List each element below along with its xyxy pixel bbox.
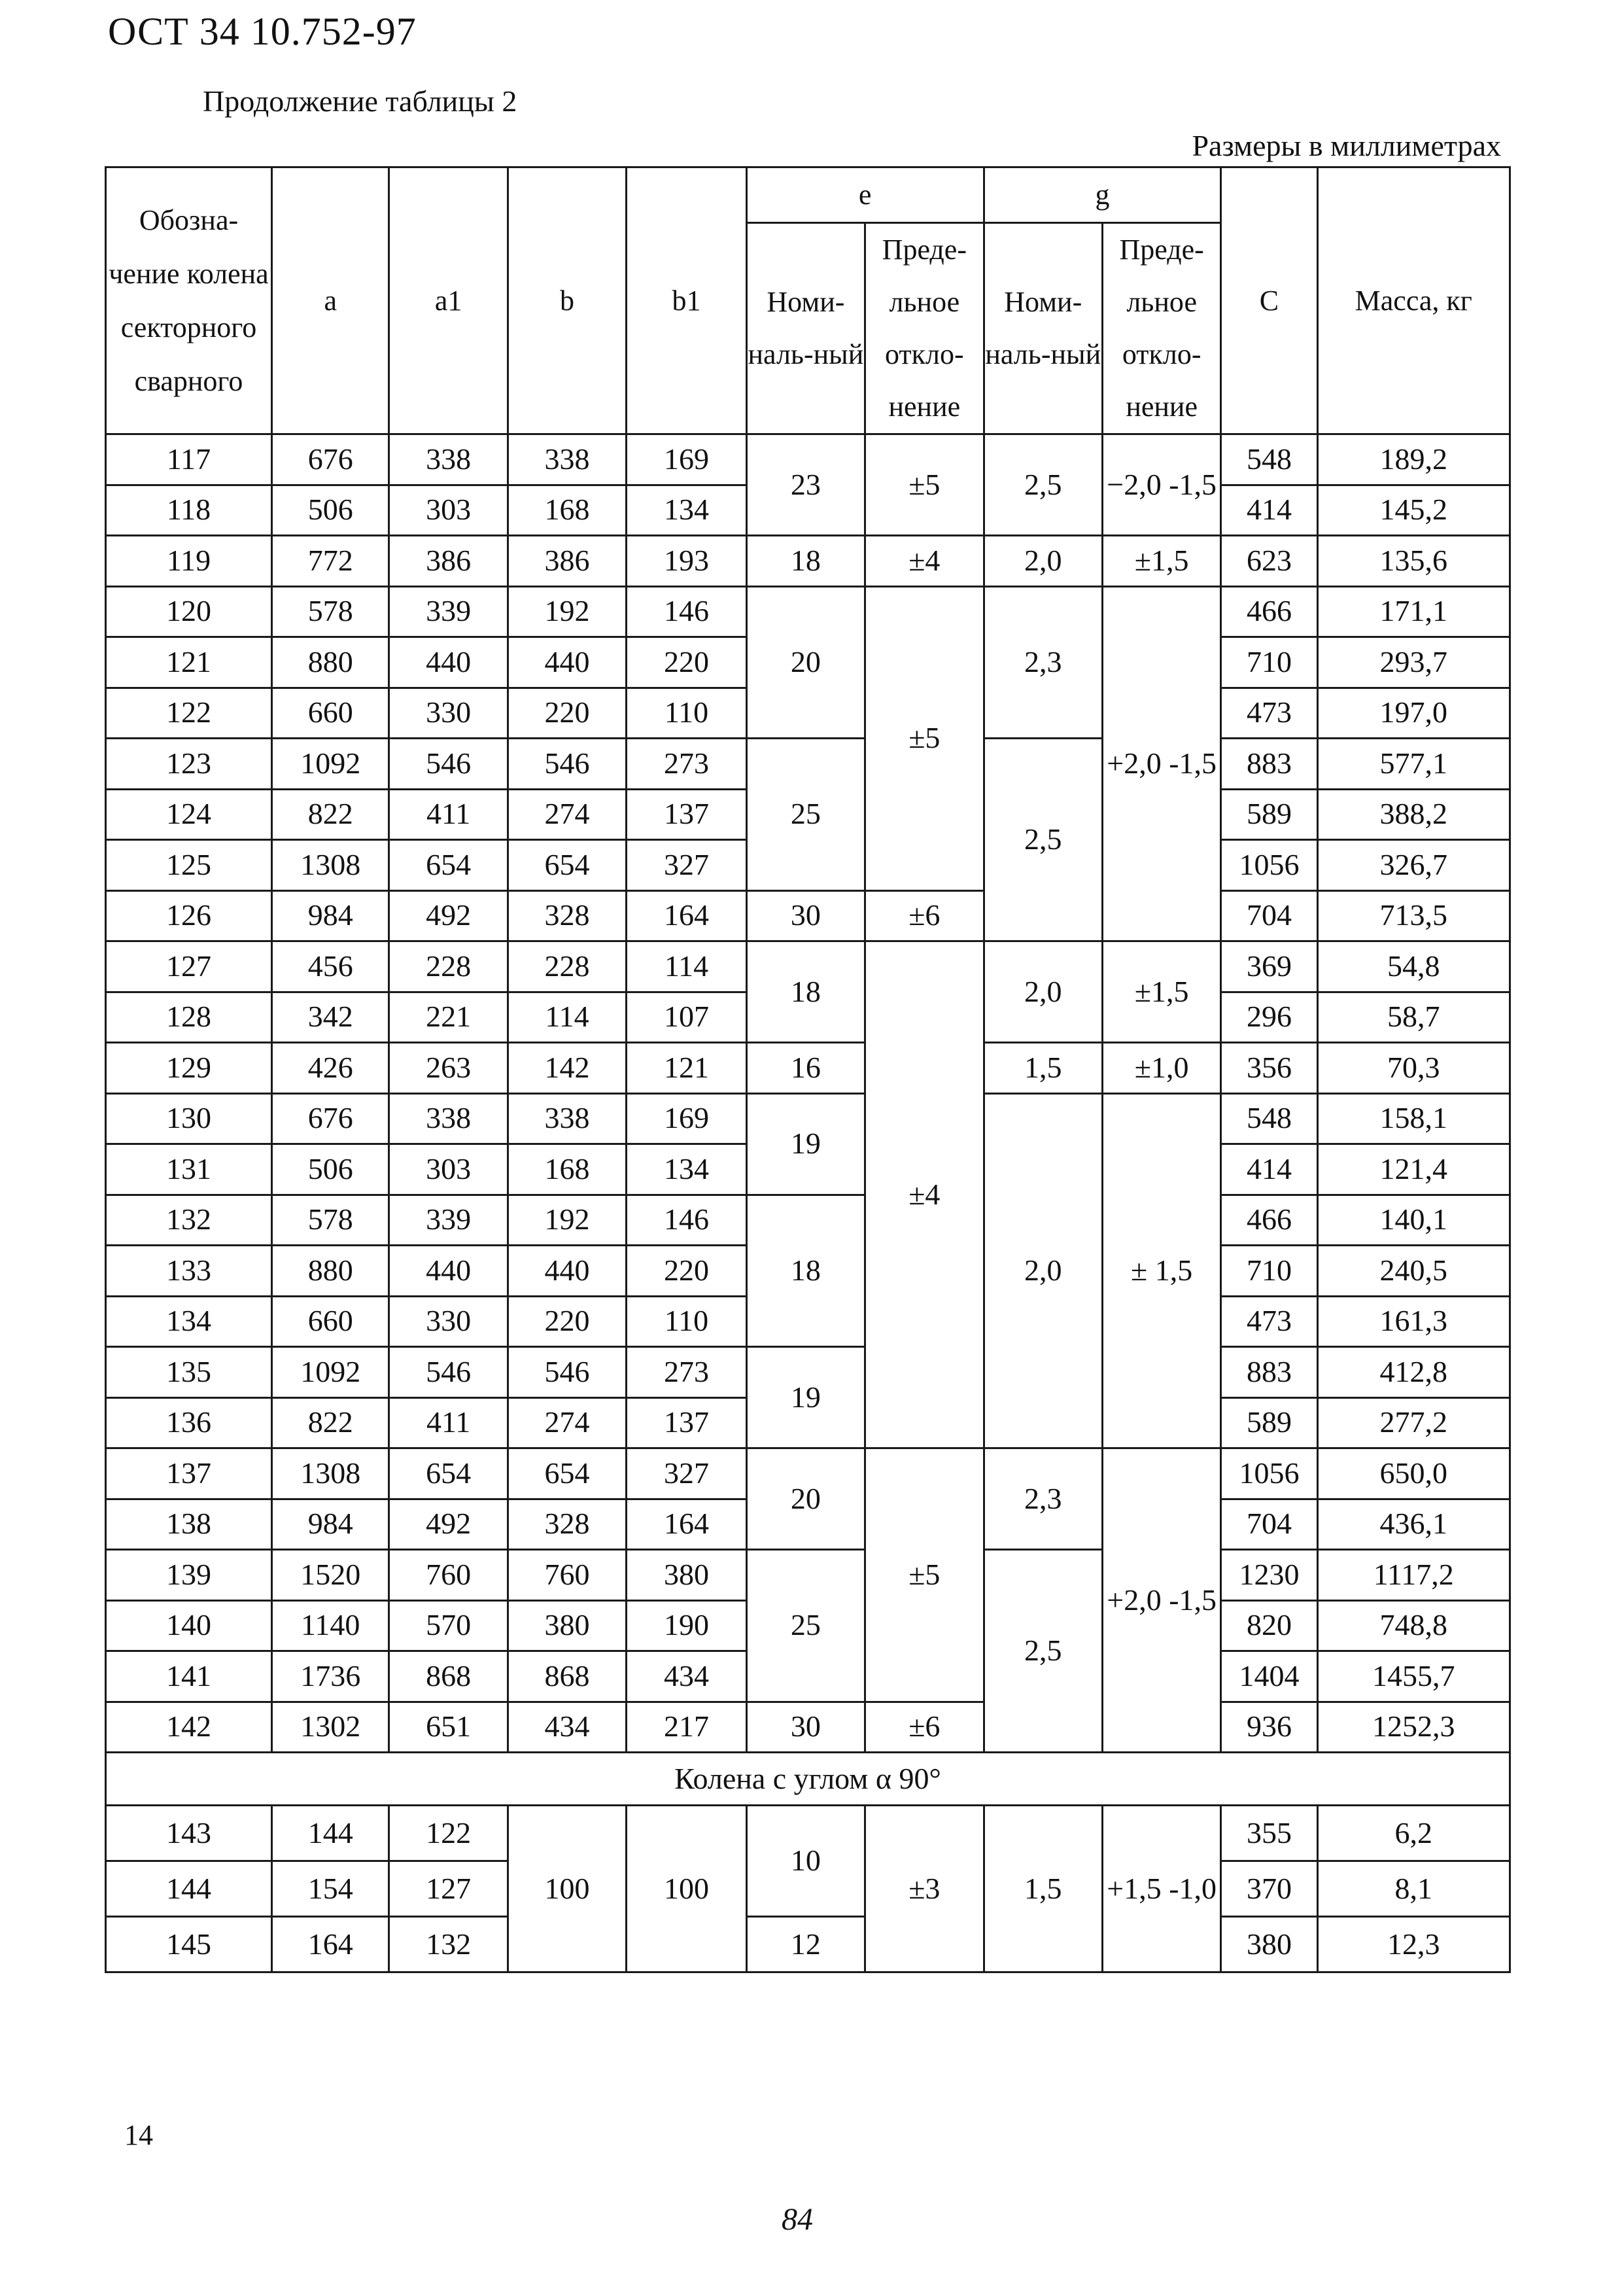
cell-id: 130: [106, 1093, 272, 1144]
cell-b1: 434: [627, 1651, 746, 1702]
cell-b1: 169: [627, 434, 746, 485]
cell-id: 131: [106, 1144, 272, 1195]
cell-g-deviation: +2,0 -1,5: [1102, 1448, 1220, 1753]
cell-b: 386: [508, 536, 626, 587]
table-row: [106, 434, 1510, 485]
cell-e-nominal: 20: [746, 586, 865, 739]
cell-g-nominal: 2,0: [984, 536, 1102, 587]
cell-b: 142: [508, 1043, 626, 1094]
cell-a1: 760: [389, 1550, 508, 1601]
cell-e-deviation: ±5: [865, 434, 984, 536]
cell-mass: 197,0: [1317, 688, 1510, 739]
cell-b1: 134: [627, 1144, 746, 1195]
cell-c: 466: [1221, 586, 1317, 637]
cell-g-deviation: ±1,0: [1102, 1043, 1220, 1094]
cell-a1: 338: [389, 434, 508, 485]
cell-b: 546: [508, 1347, 626, 1398]
cell-mass: 161,3: [1317, 1296, 1510, 1347]
cell-c: 710: [1221, 1246, 1317, 1297]
cell-e-deviation: ±5: [865, 1448, 984, 1702]
cell-mass: 412,8: [1317, 1347, 1510, 1398]
cell-id: 129: [106, 1043, 272, 1094]
cell-b: 274: [508, 1397, 626, 1448]
header-mass: Масса, кг: [1317, 167, 1510, 434]
cell-g-nominal: 2,0: [984, 941, 1102, 1043]
units-label: Размеры в миллиметрах: [1192, 129, 1501, 162]
cell-mass: 388,2: [1317, 789, 1510, 840]
cell-a1: 440: [389, 1246, 508, 1297]
cell-b: 220: [508, 688, 626, 739]
header-e: e: [746, 167, 984, 223]
cell-id: 141: [106, 1651, 272, 1702]
cell-b1: 169: [627, 1093, 746, 1144]
cell-g-nominal: 1,5: [984, 1806, 1102, 1972]
elbow-dimensions-table: [105, 166, 1511, 1973]
cell-a1: 546: [389, 739, 508, 790]
cell-a: 1092: [272, 1347, 389, 1398]
table-row: [106, 536, 1510, 587]
cell-id: 144: [106, 1861, 272, 1917]
cell-a1: 868: [389, 1651, 508, 1702]
cell-mass: 189,2: [1317, 434, 1510, 485]
cell-a1: 546: [389, 1347, 508, 1398]
cell-id: 139: [106, 1550, 272, 1601]
cell-id: 124: [106, 789, 272, 840]
header-a: a: [272, 167, 389, 434]
cell-g-deviation: ±1,5: [1102, 941, 1220, 1043]
cell-b1: 273: [627, 1347, 746, 1398]
cell-b: 100: [508, 1806, 626, 1972]
cell-a: 154: [272, 1861, 389, 1917]
cell-mass: 1117,2: [1317, 1550, 1510, 1601]
cell-b: 228: [508, 941, 626, 992]
cell-b: 440: [508, 637, 626, 688]
cell-e-nominal: 16: [746, 1043, 865, 1094]
cell-a: 342: [272, 992, 389, 1043]
cell-mass: 1252,3: [1317, 1702, 1510, 1753]
cell-b1: 193: [627, 536, 746, 587]
cell-a1: 492: [389, 1499, 508, 1550]
cell-g-nominal: 2,0: [984, 1093, 1102, 1448]
cell-e-deviation: ±6: [865, 1702, 984, 1753]
table-row: [106, 941, 1510, 992]
cell-c: 883: [1221, 739, 1317, 790]
cell-a: 660: [272, 1296, 389, 1347]
cell-mass: 58,7: [1317, 992, 1510, 1043]
cell-e-nominal: 20: [746, 1448, 865, 1550]
cell-a1: 386: [389, 536, 508, 587]
header-g: g: [984, 167, 1221, 223]
cell-c: 589: [1221, 1397, 1317, 1448]
cell-b1: 146: [627, 1195, 746, 1246]
cell-g-deviation: +1,5 -1,0: [1102, 1806, 1220, 1972]
cell-c: 414: [1221, 485, 1317, 536]
cell-a: 164: [272, 1917, 389, 1972]
cell-e-deviation: ±4: [865, 536, 984, 587]
header-b: b: [508, 167, 626, 434]
cell-e-nominal: 30: [746, 890, 865, 941]
table-row: [106, 586, 1510, 637]
header-b1: b1: [627, 167, 746, 434]
cell-b1: 220: [627, 1246, 746, 1297]
header-e-deviation: Преде-льное откло-нение: [865, 223, 984, 434]
cell-b1: 121: [627, 1043, 746, 1094]
cell-a: 1140: [272, 1600, 389, 1651]
cell-a1: 570: [389, 1600, 508, 1651]
cell-a: 984: [272, 1499, 389, 1550]
cell-id: 121: [106, 637, 272, 688]
cell-a1: 221: [389, 992, 508, 1043]
cell-mass: 158,1: [1317, 1093, 1510, 1144]
cell-id: 132: [106, 1195, 272, 1246]
cell-a1: 440: [389, 637, 508, 688]
cell-a1: 263: [389, 1043, 508, 1094]
document-code: ОСТ 34 10.752-97: [108, 10, 417, 53]
cell-id: 136: [106, 1397, 272, 1448]
cell-c: 883: [1221, 1347, 1317, 1398]
cell-b1: 137: [627, 1397, 746, 1448]
cell-mass: 12,3: [1317, 1917, 1510, 1972]
cell-b: 434: [508, 1702, 626, 1753]
cell-a: 506: [272, 1144, 389, 1195]
cell-e-nominal: 18: [746, 941, 865, 1043]
cell-b: 274: [508, 789, 626, 840]
cell-b: 328: [508, 890, 626, 941]
cell-id: 145: [106, 1917, 272, 1972]
cell-b1: 273: [627, 739, 746, 790]
table-row: [106, 1093, 1510, 1144]
cell-g-nominal: 2,5: [984, 434, 1102, 536]
cell-mass: 1455,7: [1317, 1651, 1510, 1702]
cell-a: 506: [272, 485, 389, 536]
table-row: [106, 1550, 1510, 1601]
cell-b: 546: [508, 739, 626, 790]
cell-b1: 190: [627, 1600, 746, 1651]
cell-id: 140: [106, 1600, 272, 1651]
cell-a: 1302: [272, 1702, 389, 1753]
page-number-left: 14: [124, 2119, 153, 2151]
header-c: C: [1221, 167, 1317, 434]
cell-mass: 277,2: [1317, 1397, 1510, 1448]
cell-a1: 122: [389, 1806, 508, 1861]
cell-b1: 164: [627, 1499, 746, 1550]
cell-a1: 651: [389, 1702, 508, 1753]
header-g-nominal: Номи-наль-ный: [984, 223, 1102, 434]
cell-b: 168: [508, 1144, 626, 1195]
cell-a: 1308: [272, 1448, 389, 1499]
cell-c: 623: [1221, 536, 1317, 587]
cell-c: 473: [1221, 688, 1317, 739]
cell-a: 984: [272, 890, 389, 941]
cell-e-deviation: ±6: [865, 890, 984, 941]
cell-a1: 330: [389, 688, 508, 739]
cell-e-nominal: 18: [746, 1195, 865, 1347]
cell-c: 1230: [1221, 1550, 1317, 1601]
cell-c: 936: [1221, 1702, 1317, 1753]
cell-id: 134: [106, 1296, 272, 1347]
cell-a: 676: [272, 434, 389, 485]
cell-c: 356: [1221, 1043, 1317, 1094]
cell-a: 144: [272, 1806, 389, 1861]
cell-mass: 293,7: [1317, 637, 1510, 688]
cell-c: 1056: [1221, 1448, 1317, 1499]
cell-e-nominal: 19: [746, 1093, 865, 1195]
cell-c: 704: [1221, 1499, 1317, 1550]
cell-id: 125: [106, 840, 272, 891]
table-section-row: [106, 1753, 1510, 1806]
cell-b: 192: [508, 1195, 626, 1246]
table-continuation-label: Продолжение таблицы 2: [203, 84, 517, 118]
cell-c: 414: [1221, 1144, 1317, 1195]
cell-a: 822: [272, 789, 389, 840]
cell-a: 880: [272, 637, 389, 688]
cell-b: 338: [508, 1093, 626, 1144]
header-e-nominal: Номи-наль-ный: [746, 223, 865, 434]
cell-b: 380: [508, 1600, 626, 1651]
cell-b: 868: [508, 1651, 626, 1702]
cell-b1: 134: [627, 485, 746, 536]
cell-b1: 100: [627, 1806, 746, 1972]
cell-a1: 303: [389, 1144, 508, 1195]
cell-a: 578: [272, 586, 389, 637]
cell-a: 822: [272, 1397, 389, 1448]
cell-mass: 171,1: [1317, 586, 1510, 637]
cell-id: 128: [106, 992, 272, 1043]
cell-id: 127: [106, 941, 272, 992]
cell-id: 133: [106, 1246, 272, 1297]
header-a1: a1: [389, 167, 508, 434]
table-row: [106, 1043, 1510, 1094]
cell-e-nominal: 23: [746, 434, 865, 536]
cell-c: 548: [1221, 434, 1317, 485]
cell-a: 1092: [272, 739, 389, 790]
cell-b: 440: [508, 1246, 626, 1297]
cell-e-nominal: 12: [746, 1917, 865, 1972]
header-g-deviation: Преде-льное откло-нение: [1102, 223, 1220, 434]
cell-b1: 217: [627, 1702, 746, 1753]
cell-mass: 650,0: [1317, 1448, 1510, 1499]
cell-a1: 411: [389, 789, 508, 840]
cell-id: 143: [106, 1806, 272, 1861]
table-row: [106, 1917, 1510, 1972]
table-row: [106, 1448, 1510, 1499]
cell-b1: 146: [627, 586, 746, 637]
cell-b: 192: [508, 586, 626, 637]
cell-e-nominal: 19: [746, 1347, 865, 1448]
page-number-center: 84: [782, 2202, 813, 2237]
cell-id: 135: [106, 1347, 272, 1398]
cell-g-nominal: 2,3: [984, 1448, 1102, 1550]
cell-b1: 327: [627, 840, 746, 891]
cell-mass: 436,1: [1317, 1499, 1510, 1550]
cell-id: 122: [106, 688, 272, 739]
cell-b: 168: [508, 485, 626, 536]
cell-c: 589: [1221, 789, 1317, 840]
cell-g-deviation: ± 1,5: [1102, 1093, 1220, 1448]
cell-g-deviation: −2,0 -1,5: [1102, 434, 1220, 536]
cell-c: 355: [1221, 1806, 1317, 1861]
cell-mass: 121,4: [1317, 1144, 1510, 1195]
cell-a: 426: [272, 1043, 389, 1094]
cell-a1: 654: [389, 1448, 508, 1499]
cell-c: 1404: [1221, 1651, 1317, 1702]
cell-b: 220: [508, 1296, 626, 1347]
cell-g-nominal: 2,3: [984, 586, 1102, 739]
cell-a: 1308: [272, 840, 389, 891]
cell-b1: 114: [627, 941, 746, 992]
cell-a1: 132: [389, 1917, 508, 1972]
table-row: [106, 1195, 1510, 1246]
cell-b1: 164: [627, 890, 746, 941]
cell-c: 380: [1221, 1917, 1317, 1972]
cell-mass: 135,6: [1317, 536, 1510, 587]
table-row: [106, 1702, 1510, 1753]
cell-b: 328: [508, 1499, 626, 1550]
cell-b1: 327: [627, 1448, 746, 1499]
cell-a1: 228: [389, 941, 508, 992]
cell-a: 456: [272, 941, 389, 992]
cell-mass: 8,1: [1317, 1861, 1510, 1917]
cell-c: 1056: [1221, 840, 1317, 891]
cell-g-deviation: ±1,5: [1102, 536, 1220, 587]
cell-e-nominal: 25: [746, 1550, 865, 1702]
cell-a1: 654: [389, 840, 508, 891]
table-row: [106, 1806, 1510, 1861]
cell-e-deviation: ±4: [865, 941, 984, 1448]
cell-g-nominal: 2,5: [984, 739, 1102, 941]
cell-mass: 326,7: [1317, 840, 1510, 891]
cell-id: 117: [106, 434, 272, 485]
cell-b: 654: [508, 1448, 626, 1499]
cell-id: 118: [106, 485, 272, 536]
cell-c: 370: [1221, 1861, 1317, 1917]
cell-b: 114: [508, 992, 626, 1043]
cell-b1: 110: [627, 1296, 746, 1347]
table-row: [106, 890, 1510, 941]
cell-id: 142: [106, 1702, 272, 1753]
cell-a1: 330: [389, 1296, 508, 1347]
cell-b: 654: [508, 840, 626, 891]
cell-a: 1520: [272, 1550, 389, 1601]
table-row: [106, 1347, 1510, 1398]
header-designation: Обозна-чение колена секторного сварного: [106, 167, 272, 434]
cell-a: 578: [272, 1195, 389, 1246]
cell-e-nominal: 10: [746, 1806, 865, 1917]
cell-g-nominal: 2,5: [984, 1550, 1102, 1753]
cell-mass: 54,8: [1317, 941, 1510, 992]
cell-a: 676: [272, 1093, 389, 1144]
cell-a1: 303: [389, 485, 508, 536]
cell-e-nominal: 25: [746, 739, 865, 891]
cell-c: 548: [1221, 1093, 1317, 1144]
cell-mass: 240,5: [1317, 1246, 1510, 1297]
cell-c: 820: [1221, 1600, 1317, 1651]
cell-id: 123: [106, 739, 272, 790]
cell-c: 466: [1221, 1195, 1317, 1246]
table-row: [106, 739, 1510, 790]
cell-c: 704: [1221, 890, 1317, 941]
cell-id: 126: [106, 890, 272, 941]
cell-e-deviation: ±3: [865, 1806, 984, 1972]
cell-b: 338: [508, 434, 626, 485]
cell-a1: 339: [389, 586, 508, 637]
cell-a: 660: [272, 688, 389, 739]
cell-e-nominal: 18: [746, 536, 865, 587]
cell-b1: 220: [627, 637, 746, 688]
cell-id: 119: [106, 536, 272, 587]
cell-b1: 110: [627, 688, 746, 739]
cell-mass: 70,3: [1317, 1043, 1510, 1094]
cell-mass: 6,2: [1317, 1806, 1510, 1861]
cell-a1: 339: [389, 1195, 508, 1246]
cell-c: 369: [1221, 941, 1317, 992]
cell-a: 1736: [272, 1651, 389, 1702]
cell-id: 137: [106, 1448, 272, 1499]
cell-mass: 140,1: [1317, 1195, 1510, 1246]
cell-a1: 492: [389, 890, 508, 941]
cell-id: 120: [106, 586, 272, 637]
cell-mass: 145,2: [1317, 485, 1510, 536]
cell-a1: 338: [389, 1093, 508, 1144]
cell-g-nominal: 1,5: [984, 1043, 1102, 1094]
cell-id: 138: [106, 1499, 272, 1550]
cell-b: 760: [508, 1550, 626, 1601]
cell-c: 296: [1221, 992, 1317, 1043]
cell-e-deviation: ±5: [865, 586, 984, 890]
cell-e-nominal: 30: [746, 1702, 865, 1753]
cell-mass: 748,8: [1317, 1600, 1510, 1651]
cell-mass: 577,1: [1317, 739, 1510, 790]
cell-b1: 137: [627, 789, 746, 840]
cell-a1: 127: [389, 1861, 508, 1917]
cell-mass: 713,5: [1317, 890, 1510, 941]
cell-a: 880: [272, 1246, 389, 1297]
section-title: Колена с углом α 90°: [106, 1753, 1510, 1806]
cell-a1: 411: [389, 1397, 508, 1448]
cell-b1: 380: [627, 1550, 746, 1601]
cell-a: 772: [272, 536, 389, 587]
cell-b1: 107: [627, 992, 746, 1043]
cell-g-deviation: +2,0 -1,5: [1102, 586, 1220, 941]
cell-c: 710: [1221, 637, 1317, 688]
cell-c: 473: [1221, 1296, 1317, 1347]
